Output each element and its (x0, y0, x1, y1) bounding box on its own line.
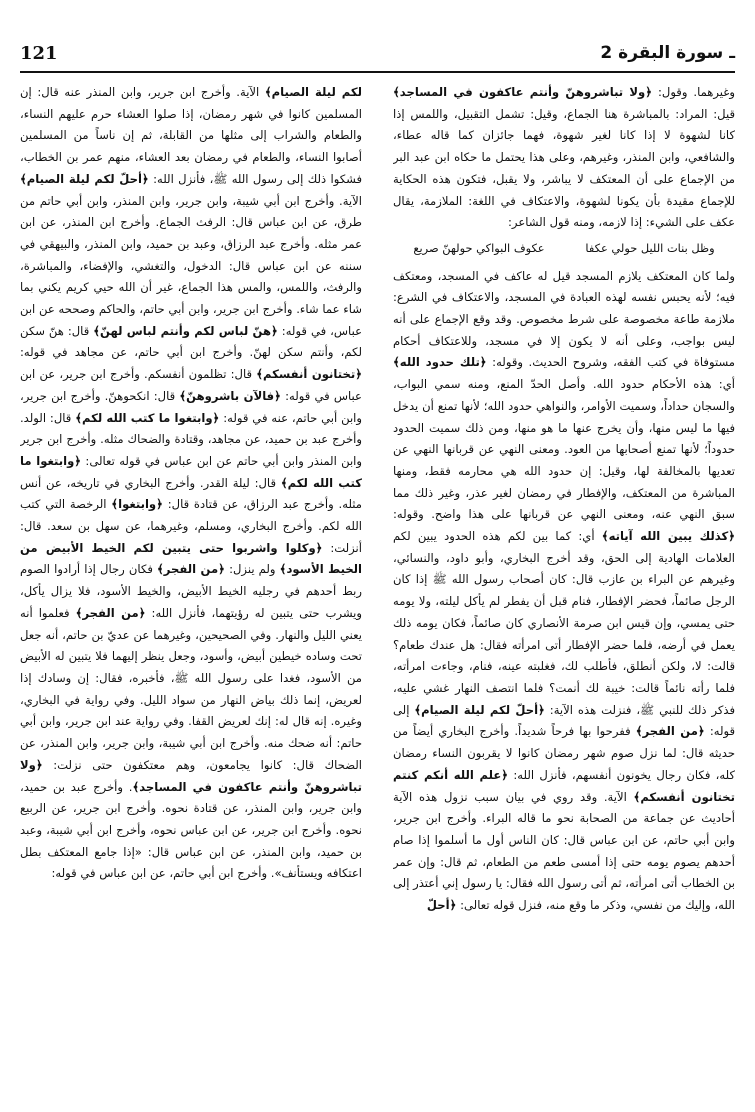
poem-second-hemistich: عكوف البواكي حولهنّ صريع (413, 240, 545, 255)
body-text: إلى قوله: (393, 702, 735, 739)
body-text: الرخصة التي كتب الله لكم. وأخرج البخاري، ومسلم، وغيرهما، عن سهل بن سعد. قال: أنزلت: (20, 497, 362, 555)
body-text: ولما كان المعتكف يلازم المسجد قيل له عاكف في المسجد، ومعتكف فيه؛ لأنه يحبس نفسه لهذه العبادة في المسجد، والاعتكاف في الشرع: ملازمة طاعة مخصوصة على شرط مخصوص. وقد وقع الإجماع على أنه ليس بواجب، وعلى أنه لا يكون إلا في مسجد، وللاعتكاف أحكام مستوفاة في كتب الفقه، وشروح الحديث. وقوله: (393, 268, 735, 370)
quran-verse: ﴿تلك حدود الله﴾ (393, 355, 487, 370)
body-text: ففرحوا بها فرحاً شديداً. وأخرج البخاري أيضاً من حديثه قال: لما نزل صوم شهر رمضان كانوا لا يقربون النساء رمضان كله، فكان رجال يخونون أنفسهم، فأنزل الله: (393, 724, 735, 782)
body-text: أي: هذه الأحكام حدود الله. وأصل الحدّ المنع، ومنه سمي البواب، والسجان حداداً، وسميت الأوامر، والنواهي حدود الله؛ لأنها تمنع أن يدخل فيها ما ليس منها، وأن يخرج عنها ما هو منها، ومن ذلك سميت الحدود حدوداً؛ لأنها تمنع أصحابها من العود. ومعنى النهي عن قربانها النهي عن تعديها بالمخالفة لها، وقيل: إن حدود الله هي محارمه فقط، ومنها المباشرة من المعتكف، والإفطار في رمضان لغير عذر، وغير ذلك مما سبق النهي عنه، ومعنى النهي عن قربانها على هذا واضح. وقوله: (393, 377, 735, 522)
body-text: . وأخرج عبد بن حميد، وابن جرير، وابن المنذر، عن قتادة نحوه. وأخرج ابن جرير، عن الربيع نحوه. وأخرج ابن جرير، عن ابن عباس نحوه، وأخرج ابن أبي شيبة، وعبد بن حميد، وابن المنذر، عن ابن عباس قال: «إذا جامع المعتكف بطل اعتكافه ويستأنف». وأخرج ابن أبي حاتم، عن ابن عباس في قوله: (20, 779, 362, 881)
quran-verse: ﴿وكلوا واشربوا حتى يتبين لكم الخيط الأبيض من الخيط الأسود﴾ (20, 540, 362, 577)
poetry-verse (393, 238, 735, 260)
quran-verse: ﴿تختانون أنفسكم﴾ (256, 367, 362, 382)
body-text: فكان رجال إذا أرادوا الصوم ربط أحدهم في رجليه الخيط الأبيض، والخيط الأسود، فلا يزال يأكل، ويشرب حتى يتبين له رؤيتهما، فأنزل الله: (20, 562, 362, 620)
left-column (20, 82, 362, 1092)
body-text: قال: انكحوهنّ. وأخرج ابن جرير، وابن أبي حاتم، عنه في قوله: (20, 388, 362, 425)
poem-first-hemistich: وظل بنات الليل حولي عكفا (585, 240, 715, 255)
quran-verse: ﴿هنّ لباس لكم وأنتم لباس لهنّ﴾ (93, 323, 278, 338)
body-text: ولم ينزل: (224, 562, 280, 577)
page-number: 121 (20, 42, 58, 64)
quran-verse: ﴿من الفجر﴾ (75, 605, 146, 620)
paragraph (20, 82, 362, 885)
quran-verse: ﴿علم الله أنكم كنتم تختانون أنفسكم﴾ (393, 767, 735, 804)
body-text: أي: كما بين لكم هذه الحدود يبين لكم العلامات الهادية إلى الحق، وقد أخرج البخاري، وأبو داود، والنسائي، وغيرهم عن البراء بن عازب قال: كان أصحاب رسول الله ﷺ إذا كان الرجل صائماً، فحضر الإفطار، فنام قبل أن يفطر لم يأكل ليلته، ولا يومه حتى يمسي، وإن قيس ابن صرمة الأنصاري كان صائماً، فكان يومه ذلك يعمل في أرضه، فلما حضر الإفطار أتى امرأته فقال: هل عندك طعام؟ قالت: لا، ولكن أنطلق، فأطلب لك، فغلبته عينه، فنام، وجاءت امرأته، فلما رأته نائماً قالت: خيبة لك أنمت؟ فلما انتصف النهار غشي عليه، فذكر ذلك للنبي ﷺ، فنزلت هذه الآية: (393, 529, 735, 717)
quran-verse: لكم ليلة الصيام﴾ (264, 85, 362, 99)
quran-verse: ﴿ولا تباشروهنّ وأنتم عاكفون في المساجد﴾ (393, 85, 653, 99)
body-text: وغيرهما. وقول: (652, 85, 735, 99)
paragraph (393, 266, 735, 917)
quran-verse: ﴿وابتغوا ما كتب الله لكم﴾ (75, 410, 220, 425)
quran-verse: ﴿أحلّ لكم ليلة الصيام﴾ (414, 702, 545, 717)
body-text: قيل: المراد: بالمباشرة هنا الجماع، وقيل: تشمل التقبيل، واللمس إذا كانا لشهوة لا إذا كانا لغير شهوة، فهما جائزان كما قاله عطاء، والشافعي، وابن المنذر، وغيرهم، وعلى هذا يحتمل ما حكاه ابن عبد البر من الإجماع على أن المعتكف لا يباشر، ولا يقبل، فتكون هذه الحكاية للإجماع مقيدة بأن يكونا لشهوة، والاعتكاف في اللغة: الملازمة، يقال عكف على الشيء: إذا لازمه، ومنه قول الشاعر: (393, 106, 735, 230)
body-text: قال: هنّ سكن لكم، وأنتم سكن لهنّ. وأخرج ابن أبي حاتم، عن مجاهد في قوله: (20, 323, 362, 360)
quran-verse: ﴿من الفجر﴾ (635, 724, 705, 739)
quran-verse: ﴿فالآن باشروهنّ﴾ (179, 388, 281, 403)
body-text: قال: تظلمون أنفسكم. وأخرج ابن جرير، عن ابن عباس في قوله: (20, 367, 362, 403)
quran-verse: ﴿أحلّ (426, 898, 457, 913)
body-text: فعلموا أنه يعني الليل والنهار. وفي الصحيحين، وغيرهما عن عديّ بن حاتم، أنه جعل تحت وساده خيطين أبيض، وأسود، وجعل ينظر إليهما فلا يتبين له الأبيض من الأسود، فغدا على رسول الله ﷺ، فأخبره، فقال: إن وسادك إذا لعريض، إنما ذلك بياض النهار من سواد الليل. وفي رواية في البخاري، وغيره. إنه قال له: إنك لعريض القفا. وفي رواية عند ابن جرير، وابن أبي حاتم: أنه ضحك منه. وأخرج ابن أبي شيبة، وابن جرير، وابن المنذر، عن الضحاك قال: كانوا يجامعون، وهم معتكفون حتى نزلت: (20, 605, 362, 772)
quran-verse: ﴿من الفجر﴾ (157, 562, 225, 577)
quran-verse: ﴿وابتغوا﴾ (111, 497, 163, 512)
paragraph (393, 82, 735, 234)
header-rule (20, 71, 735, 73)
right-column (393, 82, 735, 1092)
body-text: قال: الولد. وأخرج عبد بن حميد، عن مجاهد، وقتادة والضحاك مثله. وأخرج ابن جرير وابن المنذر وابن أبي حاتم عن ابن عباس في قوله تعالى: (20, 410, 362, 468)
body-text: الآية. وأخرج ابن جرير، وابن المنذر عنه قال: إن المسلمين كانوا في شهر رمضان، إذا صلوا العشاء حرم عليهم النساء، والطعام والشراب إلى مثلها من القابلة، ثم إن ناساً من المسلمين أصابوا النساء، والطعام في رمضان بعد العشاء، منهم عمر بن الخطاب، فشكوا ذلك إلى رسول الله ﷺ، فأنزل الله: (20, 85, 362, 186)
body-text: الآية. وأخرج ابن أبي شيبة، وابن جرير، وابن المنذر، وابن أبي حاتم من طرق، عن ابن عباس قال: الرفث الجماع. وأخرج ابن المنذر، عن ابن عمر مثله. وأخرج عبد الرزاق، وعبد بن حميد، وابن المنذر، والبيهقي في سننه عن ابن عباس قال: الدخول، والتغشي، والإفضاء، والمباشرة، والرفث، واللمس، والمس هذا الجماع، غير أن الله حيي كريم يكني بما شاء عما شاء. وأخرج ابن جرير، وابن أبي حاتم، والحاكم وصححه عن ابن عباس، في قوله: (20, 193, 362, 338)
body-text: الآية. وقد روي في بيان سبب نزول هذه الآية أحاديث عن جماعة من الصحابة نحو ما قاله البراء. وأخرج ابن جرير، وابن أبي حاتم، عن ابن عباس قال: كان الناس أول ما أسلموا إذا صام أحدهم يصوم يومه حتى إذا أمسى طعم من الطعام، ثم قال: وإن عمر بن الخطاب أتى امرأته، ثم أتى رسول الله فقال: يا رسول إني أعتذر إلى الله، وإليك من نفسي، وذكر ما وقع منه، فنزل قوله تعالى: (393, 789, 735, 913)
quran-verse: ﴿كذلك يبين الله آياته﴾ (601, 529, 735, 544)
body-text: قال: ليلة القدر. وأخرج البخاري في تاريخه، عن أنس مثله. وأخرج عبد الرزاق، عن قتادة قال: (20, 475, 362, 512)
surah-title: 2 ـ سورة البقرة (600, 43, 735, 63)
quran-verse: ﴿وابتغوا ما كتب الله لكم﴾ (20, 453, 362, 490)
page-header (20, 38, 735, 68)
quran-verse: ﴿ولا تباشروهنّ وأنتم عاكفون في المساجد﴾ (20, 757, 362, 794)
quran-verse: ﴿أحلّ لكم ليلة الصيام﴾ (20, 171, 149, 186)
